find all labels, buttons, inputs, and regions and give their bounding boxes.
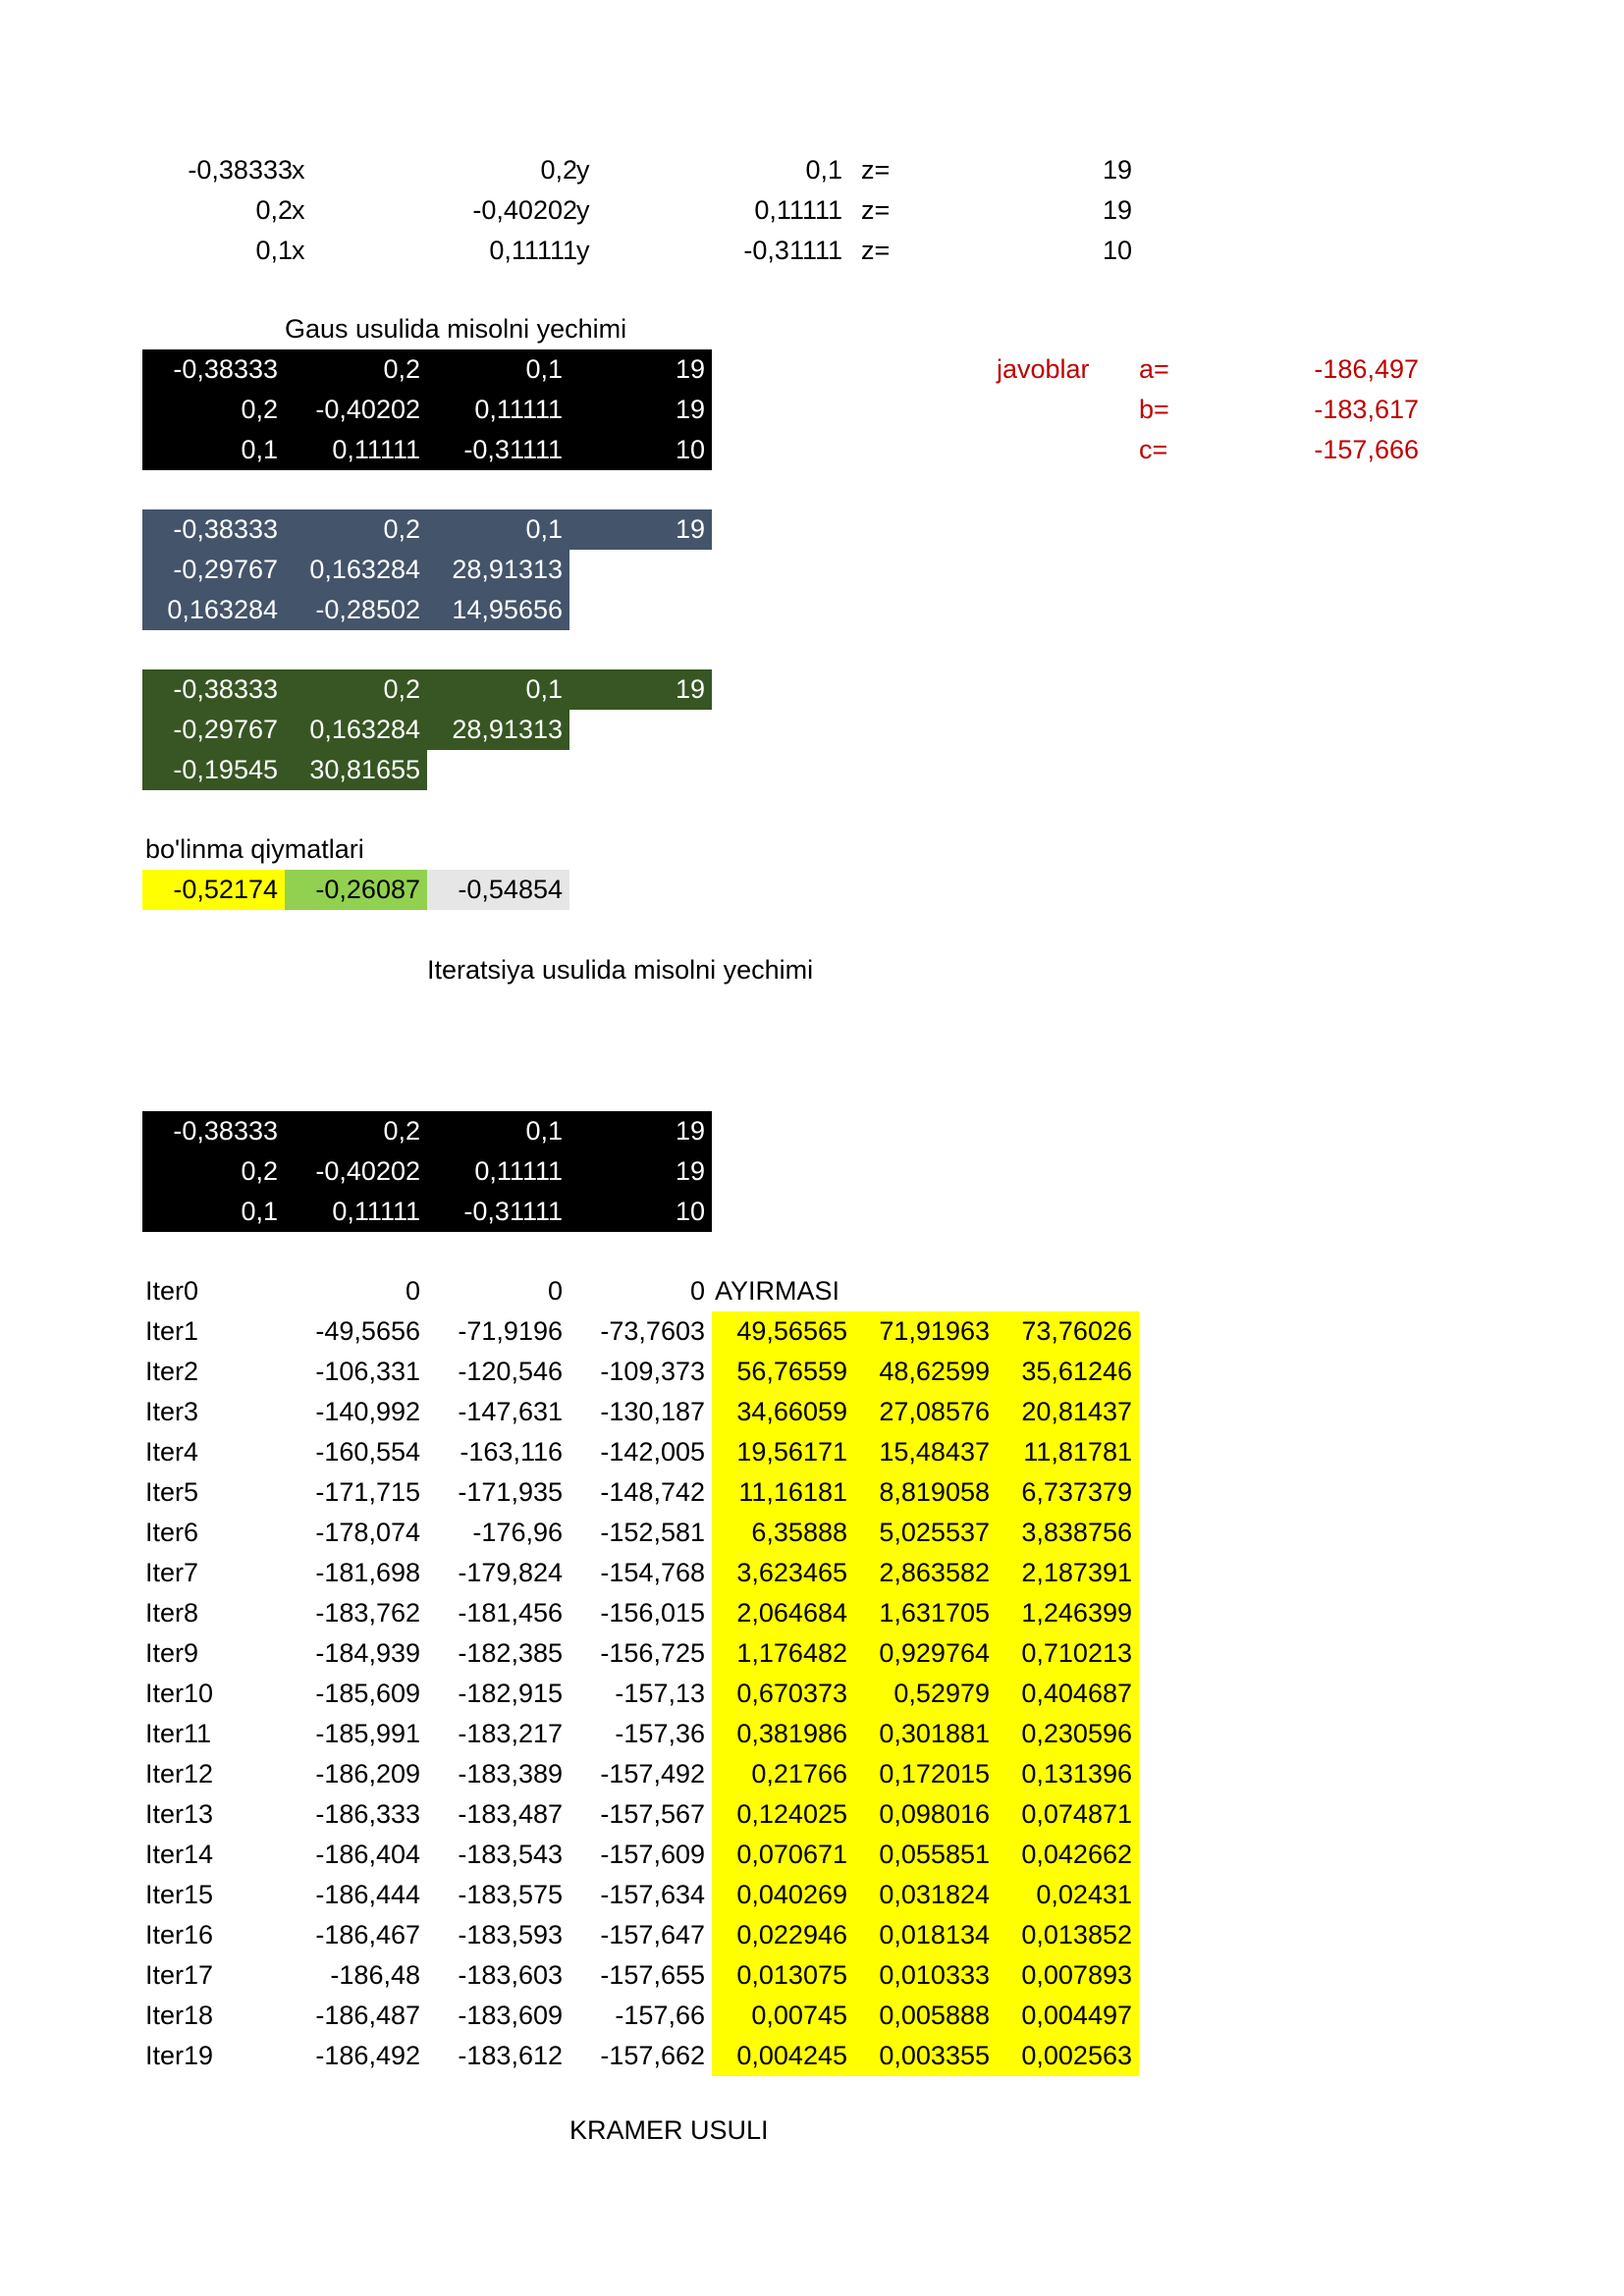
iteration-z: -142,005 <box>600 1437 705 1467</box>
gauss-step2 <box>0 750 1624 790</box>
iteration-matrix-cell: -0,38333 <box>142 1111 285 1151</box>
iteration-z: -157,66 <box>615 2001 705 2030</box>
diff-cell: 0,929764 <box>854 1633 997 1674</box>
iteration-y: -183,603 <box>458 1960 563 1990</box>
iteration-label: Iter15 <box>145 1880 214 1909</box>
equation-cell: y <box>576 195 590 225</box>
gauss-step1-cell: -0,29767 <box>142 550 285 590</box>
diff-cell: 0,040269 <box>712 1875 854 1915</box>
equation-cell: 10 <box>1102 236 1132 265</box>
iteration-matrix-cell: 10 <box>569 1192 712 1232</box>
diff-cell: 3,623465 <box>712 1553 854 1593</box>
gauss-step2-cell: 0,1 <box>427 669 569 710</box>
iteration-matrix-cell: 0,11111 <box>427 1151 569 1192</box>
diff-cell: 0,230596 <box>997 1714 1139 1754</box>
iteration-row <box>0 1915 1624 1955</box>
gauss-matrix-cell: 0,11111 <box>285 430 427 470</box>
iteration-row <box>0 1271 1624 1311</box>
diff-cell: 5,025537 <box>854 1513 997 1553</box>
answer-value: -157,666 <box>1314 435 1419 464</box>
diff-cell: 35,61246 <box>997 1352 1139 1392</box>
iteration-x: -106,331 <box>315 1357 420 1386</box>
iteration-z: -148,742 <box>600 1477 705 1507</box>
gauss-matrix-cell: 0,1 <box>427 349 569 390</box>
gauss-matrix-cell: 0,2 <box>142 390 285 430</box>
gauss-step1-cell: 0,163284 <box>142 590 285 630</box>
iteration-row <box>0 1472 1624 1513</box>
iteration-x: -183,762 <box>315 1598 420 1628</box>
gauss-matrix-cell: 10 <box>569 430 712 470</box>
iteration-row <box>0 1593 1624 1633</box>
iteration-x: -185,609 <box>315 1679 420 1708</box>
division-value: -0,26087 <box>285 870 427 910</box>
diff-cell: 0,131396 <box>997 1754 1139 1794</box>
diff-cell: 34,66059 <box>712 1392 854 1432</box>
iteration-x: -171,715 <box>315 1477 420 1507</box>
diff-cell: 0,005888 <box>854 1996 997 2036</box>
diff-cell: 11,81781 <box>997 1432 1139 1472</box>
diff-cell: 0,003355 <box>854 2036 997 2076</box>
iteration-label: Iter1 <box>145 1316 199 1346</box>
iteration-x: -49,5656 <box>315 1316 420 1346</box>
division-value: -0,52174 <box>142 870 285 910</box>
diff-cell: 1,246399 <box>997 1593 1139 1633</box>
answer-value: -186,497 <box>1314 354 1419 384</box>
diff-cell: 0,070671 <box>712 1835 854 1875</box>
diff-cell: 0,00745 <box>712 1996 854 2036</box>
iteration-z: -130,187 <box>600 1397 705 1426</box>
iteration-row <box>0 1352 1624 1392</box>
iteration-x: -181,698 <box>315 1558 420 1587</box>
gauss-step1-cell: 19 <box>569 509 712 550</box>
equation-cell: y <box>576 155 590 185</box>
diff-cell: 2,187391 <box>997 1553 1139 1593</box>
gauss-step2-cell: 19 <box>569 669 712 710</box>
diff-cell: 0,098016 <box>854 1794 997 1835</box>
iteration-label: Iter4 <box>145 1437 199 1467</box>
iteration-matrix-cell: 0,2 <box>285 1111 427 1151</box>
gauss-matrix-cell: -0,31111 <box>427 430 569 470</box>
iteration-y: -183,609 <box>458 2001 563 2030</box>
iteration-y: -163,116 <box>460 1437 563 1467</box>
iteration-x: -178,074 <box>315 1518 420 1547</box>
iteration-z: -157,36 <box>615 1719 705 1748</box>
iteration-x: 0 <box>405 1276 420 1306</box>
diff-cell: 0,055851 <box>854 1835 997 1875</box>
equation-row <box>0 231 1624 271</box>
equation-cell: x <box>292 155 305 185</box>
diff-cell: 0,710213 <box>997 1633 1139 1674</box>
diff-cell: 0,010333 <box>854 1955 997 1996</box>
iteration-row <box>0 1392 1624 1432</box>
iteration-x: -186,444 <box>315 1880 420 1909</box>
iteration-z: -109,373 <box>600 1357 705 1386</box>
equation-cell: 19 <box>1102 195 1132 225</box>
iteration-matrix-cell: 19 <box>569 1151 712 1192</box>
gauss-matrix-cell: -0,38333 <box>142 349 285 390</box>
gauss-step2-cell: -0,38333 <box>142 669 285 710</box>
iteration-z: -157,647 <box>600 1920 705 1949</box>
equation-cell: -0,40202 <box>472 195 577 225</box>
diff-cell: 0,172015 <box>854 1754 997 1794</box>
equation-cell: 0,2 <box>255 195 293 225</box>
gauss-step2-cell: 0,2 <box>285 669 427 710</box>
diff-cell: 0,018134 <box>854 1915 997 1955</box>
iteration-y: -181,456 <box>458 1598 563 1628</box>
iteration-y: -176,96 <box>472 1518 563 1547</box>
iteration-row <box>0 2036 1624 2076</box>
iteration-z: -154,768 <box>600 1558 705 1587</box>
gauss-step1 <box>0 509 1624 550</box>
diff-cell: 20,81437 <box>997 1392 1139 1432</box>
iteration-label: Iter12 <box>145 1759 214 1789</box>
iteration-label: Iter3 <box>145 1397 199 1426</box>
iteration-x: -186,404 <box>315 1840 420 1869</box>
gauss-matrix-cell: 0,2 <box>285 349 427 390</box>
diff-cell: 0,004245 <box>712 2036 854 2076</box>
equation-cell: 19 <box>1102 155 1132 185</box>
iteration-label: Iter13 <box>145 1799 214 1829</box>
diff-cell: 0,670373 <box>712 1674 854 1714</box>
diff-cell: 8,819058 <box>854 1472 997 1513</box>
diff-cell: 73,76026 <box>997 1311 1139 1352</box>
iteration-y: -71,9196 <box>458 1316 563 1346</box>
iteration-z: -157,13 <box>615 1679 705 1708</box>
equation-cell: z= <box>861 236 891 265</box>
iteration-matrix-cell: -0,40202 <box>285 1151 427 1192</box>
iteration-label: Iter6 <box>145 1518 199 1547</box>
iteration-matrix <box>0 1111 1624 1151</box>
iteration-row <box>0 1835 1624 1875</box>
diff-cell: 0,124025 <box>712 1794 854 1835</box>
gauss-step1 <box>0 590 1624 630</box>
diff-cell: 0,21766 <box>712 1754 854 1794</box>
diff-cell: 6,35888 <box>712 1513 854 1553</box>
division-value: -0,54854 <box>427 870 569 910</box>
diff-cell: 0,074871 <box>997 1794 1139 1835</box>
iteration-z: -157,634 <box>600 1880 705 1909</box>
iteration-z: 0 <box>689 1276 705 1306</box>
kramer-title: KRAMER USULI <box>569 2115 769 2145</box>
answer-name: a= <box>1139 354 1169 384</box>
gauss-matrix-cell: 19 <box>569 390 712 430</box>
diff-cell: 3,838756 <box>997 1513 1139 1553</box>
diff-cell: 0,002563 <box>997 2036 1139 2076</box>
answers-label: javoblar <box>997 354 1090 384</box>
diff-cell: 15,48437 <box>854 1432 997 1472</box>
gauss-step1-cell: 0,2 <box>285 509 427 550</box>
iteration-y: 0 <box>547 1276 563 1306</box>
diff-cell: 0,52979 <box>854 1674 997 1714</box>
diff-cell: 2,863582 <box>854 1553 997 1593</box>
gauss-step2 <box>0 669 1624 710</box>
iteration-x: -186,487 <box>315 2001 420 2030</box>
iteration-matrix-cell: 19 <box>569 1111 712 1151</box>
iteration-matrix <box>0 1192 1624 1232</box>
iteration-label: Iter18 <box>145 2001 214 2030</box>
gauss-step2-cell: 30,81655 <box>285 750 427 790</box>
equation-cell: 0,11111 <box>754 195 842 225</box>
division-row <box>0 870 1624 910</box>
iteration-y: -182,385 <box>458 1638 563 1668</box>
iteration-row <box>0 1311 1624 1352</box>
iteration-z: -156,725 <box>600 1638 705 1668</box>
diff-cell: 0,301881 <box>854 1714 997 1754</box>
diff-cell: 1,631705 <box>854 1593 997 1633</box>
iteration-label: Iter8 <box>145 1598 199 1628</box>
iteration-label: Iter9 <box>145 1638 199 1668</box>
diff-cell: 27,08576 <box>854 1392 997 1432</box>
gauss-step2-cell: 0,163284 <box>285 710 427 750</box>
diff-cell: 49,56565 <box>712 1311 854 1352</box>
iteration-label: Iter10 <box>145 1679 214 1708</box>
iteration-label: Iter11 <box>145 1719 212 1748</box>
gauss-matrix-cell: -0,40202 <box>285 390 427 430</box>
iteration-title: Iteratsiya usulida misolni yechimi <box>427 955 814 985</box>
iteration-matrix-cell: -0,31111 <box>427 1192 569 1232</box>
iteration-matrix-cell: 0,2 <box>142 1151 285 1192</box>
gauss-step2-cell: -0,19545 <box>142 750 285 790</box>
iteration-y: -183,543 <box>458 1840 563 1869</box>
gauss-matrix-cell: 0,11111 <box>427 390 569 430</box>
iteration-y: -183,575 <box>458 1880 563 1909</box>
iteration-row <box>0 1714 1624 1754</box>
equation-row <box>0 190 1624 231</box>
iteration-x: -186,333 <box>315 1799 420 1829</box>
gauss-matrix-cell: 0,1 <box>142 430 285 470</box>
answer-name: b= <box>1139 395 1169 424</box>
diff-cell: 48,62599 <box>854 1352 997 1392</box>
iteration-z: -73,7603 <box>600 1316 705 1346</box>
iteration-matrix-cell: 0,1 <box>142 1192 285 1232</box>
diff-cell: 0,013852 <box>997 1915 1139 1955</box>
diff-cell: 0,404687 <box>997 1674 1139 1714</box>
equation-cell: -0,31111 <box>743 236 842 265</box>
iteration-row <box>0 1553 1624 1593</box>
iteration-y: -183,612 <box>458 2041 563 2070</box>
gauss-step1-cell: 0,163284 <box>285 550 427 590</box>
iteration-y: -171,935 <box>458 1477 563 1507</box>
equation-cell: x <box>292 236 305 265</box>
iteration-y: -120,546 <box>458 1357 563 1386</box>
iteration-label: Iter14 <box>145 1840 214 1869</box>
iteration-x: -186,467 <box>315 1920 420 1949</box>
equation-cell: z= <box>861 155 891 185</box>
iteration-x: -185,991 <box>315 1719 420 1748</box>
answer-value: -183,617 <box>1314 395 1419 424</box>
iteration-y: -147,631 <box>458 1397 563 1426</box>
iteration-y: -182,915 <box>458 1679 563 1708</box>
diff-cell: 0,004497 <box>997 1996 1139 2036</box>
iteration-x: -186,209 <box>315 1759 420 1789</box>
equation-cell: -0,38333 <box>188 155 293 185</box>
iteration-y: -183,217 <box>458 1719 563 1748</box>
iteration-x: -184,939 <box>315 1638 420 1668</box>
iteration-z: -157,492 <box>600 1759 705 1789</box>
iteration-x: -186,492 <box>315 2041 420 2070</box>
equation-cell: z= <box>861 195 891 225</box>
equation-row <box>0 150 1624 190</box>
diff-cell: 0,381986 <box>712 1714 854 1754</box>
iteration-matrix-cell: 0,1 <box>427 1111 569 1151</box>
iteration-row <box>0 1432 1624 1472</box>
iteration-row <box>0 1794 1624 1835</box>
gauss-step1-cell: 0,1 <box>427 509 569 550</box>
division-label: bo'linma qiymatlari <box>145 834 364 864</box>
equation-cell: y <box>576 236 590 265</box>
iteration-matrix <box>0 1151 1624 1192</box>
iteration-label: Iter2 <box>145 1357 199 1386</box>
iteration-row <box>0 1955 1624 1996</box>
diff-cell: 19,56171 <box>712 1432 854 1472</box>
gauss-step1 <box>0 550 1624 590</box>
diff-cell: 71,91963 <box>854 1311 997 1352</box>
iteration-y: -183,487 <box>458 1799 563 1829</box>
iteration-z: -157,655 <box>600 1960 705 1990</box>
iteration-row <box>0 1513 1624 1553</box>
iteration-z: -152,581 <box>600 1518 705 1547</box>
gauss-matrix-cell: 19 <box>569 349 712 390</box>
equation-cell: 0,2 <box>540 155 577 185</box>
gauss-step2-cell: -0,29767 <box>142 710 285 750</box>
answer-name: c= <box>1139 435 1168 464</box>
gauss-step1-cell: -0,38333 <box>142 509 285 550</box>
diff-cell: 0,007893 <box>997 1955 1139 1996</box>
iteration-matrix-cell: 0,11111 <box>285 1192 427 1232</box>
diff-cell: 0,013075 <box>712 1955 854 1996</box>
iteration-label: Iter0 <box>145 1276 199 1306</box>
iteration-z: -157,567 <box>600 1799 705 1829</box>
iteration-y: -179,824 <box>458 1558 563 1587</box>
diff-cell: 2,064684 <box>712 1593 854 1633</box>
iteration-row <box>0 1633 1624 1674</box>
equation-cell: 0,11111 <box>489 236 577 265</box>
iteration-row <box>0 1674 1624 1714</box>
diff-cell: 6,737379 <box>997 1472 1139 1513</box>
equation-cell: 0,1 <box>805 155 842 185</box>
diff-cell: 0,042662 <box>997 1835 1139 1875</box>
iteration-x: -186,48 <box>330 1960 420 1990</box>
equation-cell: 0,1 <box>255 236 293 265</box>
gauss-step1-cell: -0,28502 <box>285 590 427 630</box>
diff-header: AYIRMASI <box>715 1276 840 1306</box>
iteration-label: Iter19 <box>145 2041 214 2070</box>
iteration-row <box>0 1996 1624 2036</box>
iteration-label: Iter16 <box>145 1920 214 1949</box>
iteration-z: -157,662 <box>600 2041 705 2070</box>
gauss-step1-cell: 14,95656 <box>427 590 569 630</box>
iteration-y: -183,389 <box>458 1759 563 1789</box>
iteration-label: Iter17 <box>145 1960 214 1990</box>
iteration-row <box>0 1754 1624 1794</box>
gauss-step1-cell: 28,91313 <box>427 550 569 590</box>
diff-cell: 0,022946 <box>712 1915 854 1955</box>
diff-cell: 11,16181 <box>712 1472 854 1513</box>
diff-cell: 56,76559 <box>712 1352 854 1392</box>
diff-cell: 1,176482 <box>712 1633 854 1674</box>
iteration-z: -156,015 <box>600 1598 705 1628</box>
gauss-step2 <box>0 710 1624 750</box>
gauss-step2-cell: 28,91313 <box>427 710 569 750</box>
diff-cell: 0,031824 <box>854 1875 997 1915</box>
iteration-x: -160,554 <box>315 1437 420 1467</box>
diff-cell: 0,02431 <box>997 1875 1139 1915</box>
iteration-y: -183,593 <box>458 1920 563 1949</box>
gauss-title: Gaus usulida misolni yechimi <box>285 314 627 344</box>
equation-cell: x <box>292 195 305 225</box>
iteration-z: -157,609 <box>600 1840 705 1869</box>
iteration-row <box>0 1875 1624 1915</box>
iteration-x: -140,992 <box>315 1397 420 1426</box>
iteration-label: Iter7 <box>145 1558 199 1587</box>
iteration-label: Iter5 <box>145 1477 199 1507</box>
